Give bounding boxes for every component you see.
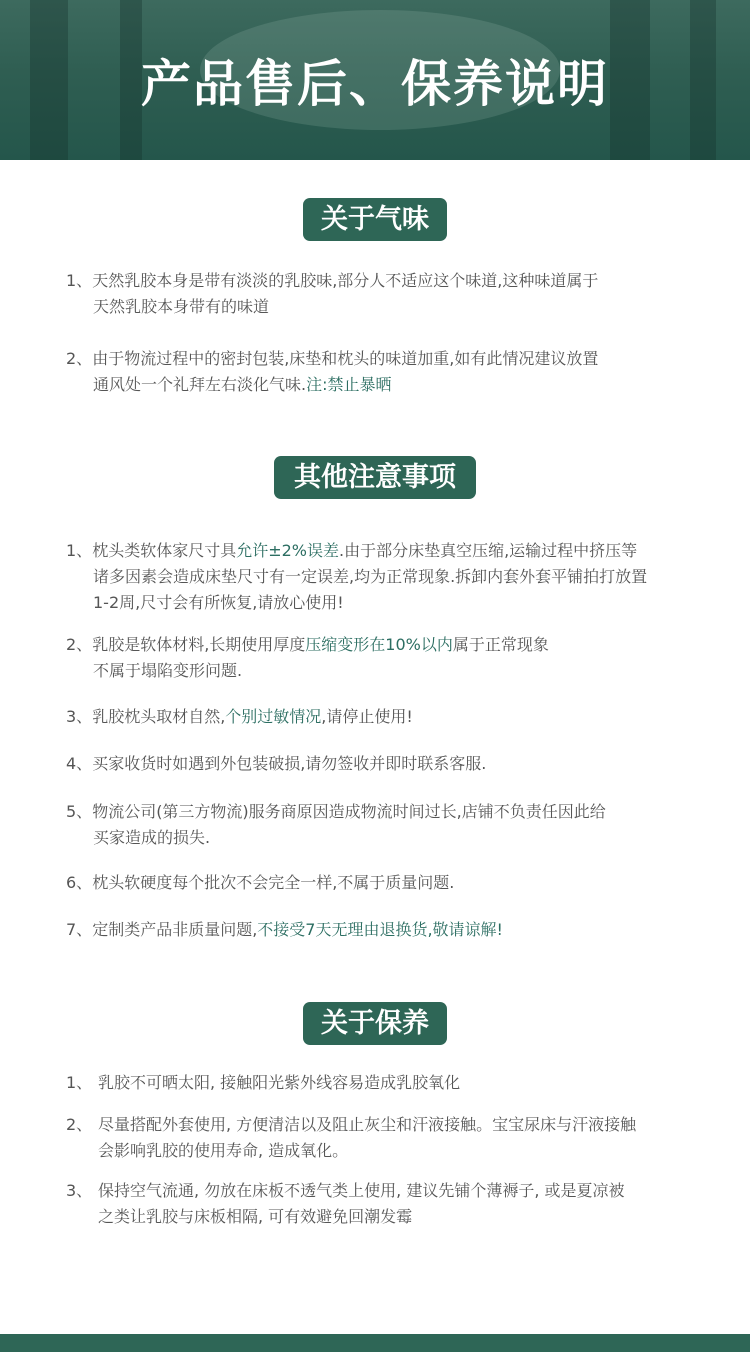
list-item xyxy=(66,799,606,851)
item-number: 1、 xyxy=(66,271,93,290)
item-text-continued: 天然乳胶本身带有的味道 xyxy=(93,297,270,316)
list-item xyxy=(66,917,503,943)
footer-bar xyxy=(0,1334,750,1352)
item-text: 定制类产品非质量问题, xyxy=(92,920,258,939)
item-text: .由于部分床垫真空压缩,运输过程中挤压等 xyxy=(339,541,638,560)
item-number: 5、 xyxy=(66,802,93,821)
item-text: 保持空气流通, 勿放在床板不透气类上使用, 建议先铺个薄褥子, 或是夏凉被 xyxy=(98,1181,625,1200)
item-text: 枕头类软体家尺寸具 xyxy=(92,541,237,560)
item-text-continued: 通风处一个礼拜左右淡化气味. xyxy=(93,375,307,394)
item-text-continued: 会影响乳胶的使用寿命, 造成氧化。 xyxy=(98,1141,349,1160)
list-item xyxy=(66,1178,625,1230)
item-text: ,请停止使用! xyxy=(321,707,413,726)
highlight-text: 压缩变形在10%以内 xyxy=(305,635,453,654)
item-number: 2、 xyxy=(66,1115,93,1134)
item-number: 1、 xyxy=(66,541,93,560)
item-number: 2、 xyxy=(66,635,93,654)
item-number: 7、 xyxy=(66,920,93,939)
list-item xyxy=(66,346,598,398)
page-title: 产品售后、保养说明 xyxy=(141,55,609,113)
item-text: 天然乳胶本身是带有淡淡的乳胶味,部分人不适应这个味道,这种味道属于 xyxy=(92,271,599,290)
item-number: 3、 xyxy=(66,1181,93,1200)
section-title-notes: 其他注意事项 xyxy=(274,456,476,499)
highlight-text: 允许±2%误差 xyxy=(236,541,339,560)
list-item xyxy=(66,538,647,616)
item-text-continued: 诸多因素会造成床垫尺寸有一定误差,均为正常现象.拆卸内套外套平铺拍打放置 xyxy=(93,567,648,586)
item-text: 尽量搭配外套使用, 方便清洁以及阻止灰尘和汗液接触。宝宝尿床与汗液接触 xyxy=(98,1115,637,1134)
item-text: 乳胶不可晒太阳, 接触阳光紫外线容易造成乳胶氧化 xyxy=(98,1073,461,1092)
item-text: 乳胶枕头取材自然, xyxy=(92,707,226,726)
item-text: 属于正常现象 xyxy=(452,635,549,654)
item-text: 由于物流过程中的密封包装,床垫和枕头的味道加重,如有此情况建议放置 xyxy=(92,349,599,368)
item-text-continued: 不属于塌陷变形问题. xyxy=(93,661,243,680)
item-text: 物流公司(第三方物流)服务商原因造成物流时间过长,店铺不负责任因此给 xyxy=(92,802,606,821)
item-text-continued: 之类让乳胶与床板相隔, 可有效避免回潮发霉 xyxy=(98,1207,413,1226)
item-number: 1、 xyxy=(66,1073,93,1092)
list-item xyxy=(66,632,549,684)
list-item xyxy=(66,1070,460,1096)
list-item xyxy=(66,870,454,896)
section-title-care: 关于保养 xyxy=(303,1002,447,1045)
item-number: 4、 xyxy=(66,754,93,773)
section-title-odor: 关于气味 xyxy=(303,198,447,241)
item-text: 买家收货时如遇到外包装破损,请勿签收并即时联系客服. xyxy=(92,754,487,773)
highlight-text: 不接受7天无理由退换货,敬请谅解! xyxy=(257,920,503,939)
list-item xyxy=(66,704,413,730)
item-number: 2、 xyxy=(66,349,93,368)
highlight-text: 个别过敏情况 xyxy=(225,707,322,726)
list-item xyxy=(66,268,598,320)
list-item xyxy=(66,751,486,777)
header-banner xyxy=(0,0,750,160)
item-number: 3、 xyxy=(66,707,93,726)
item-text-continued: 1-2周,尺寸会有所恢复,请放心使用! xyxy=(93,593,344,612)
list-item xyxy=(66,1112,636,1164)
item-text-continued: 买家造成的损失. xyxy=(93,828,211,847)
item-text: 枕头软硬度每个批次不会完全一样,不属于质量问题. xyxy=(92,873,455,892)
item-text: 乳胶是软体材料,长期使用厚度 xyxy=(92,635,306,654)
highlight-text: 注:禁止暴晒 xyxy=(306,375,392,394)
item-number: 6、 xyxy=(66,873,93,892)
